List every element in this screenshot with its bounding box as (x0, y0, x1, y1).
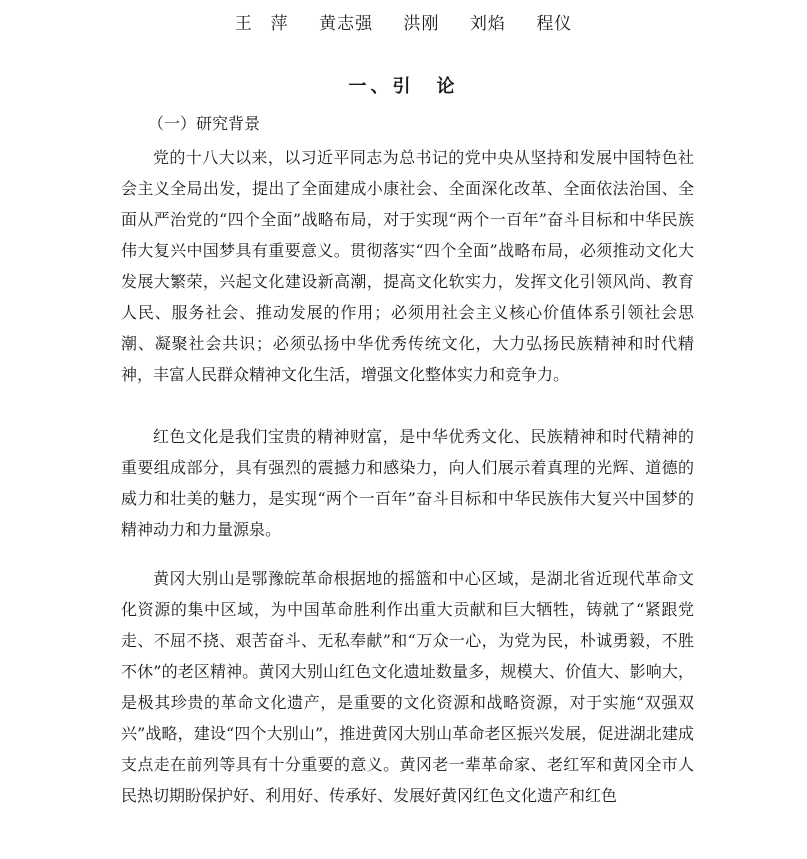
paragraph: 党的十八大以来，以习近平同志为总书记的党中央从坚持和发展中国特色社会主义全局出发，提出了全面建成小康社会、全面深化改革、全面依法治国、全面从严治党的“四个全面”战略布局，对于实现“两个一百年”奋斗目标和中华民族伟大复兴中国梦具有重要意义。贯彻落实“四个全面”战略布局，必须推动文化大发展大繁荣，兴起文化建设新高潮，提高文化软实力，发挥文化引领风尚、教育人民、服务社会、推动发展的作用；必须用社会主义核心价值体系引领社会思潮、凝聚社会共识；必须弘扬中华优秀传统文化，大力弘扬民族精神和时代精神，丰富人民群众精神文化生活，增强文化整体实力和竞争力。 (121, 148, 694, 384)
paragraph: 黄冈大别山是鄂豫皖革命根据地的摇篮和中心区域，是湖北省近现代革命文化资源的集中区域，为中国革命胜利作出重大贡献和巨大牺牲，铸就了“紧跟党走、不屈不挠、艰苦奋斗、无私奉献”和“万众一心，为党为民，朴诚勇毅，不胜不休”的老区精神。黄冈大别山红色文化遗址数量多，规模大、价值大、影响大，是极其珍贵的革命文化遗产，是重要的文化资源和战略资源，对于实施“双强双兴”战略，建设“四个大别山”，推进黄冈大别山革命老区振兴发展，促进湖北建成支点走在前列等具有十分重要的意义。黄冈老一辈革命家、老红军和黄冈全市人民热切期盼保护好、利用好、传承好、发展好黄冈红色文化遗产和红色 (121, 569, 694, 805)
author-name: 程仪 (536, 14, 573, 34)
author-name: 王 萍 (234, 14, 289, 34)
paragraph-block (121, 563, 694, 811)
author-name: 刘焰 (469, 14, 506, 34)
section-heading: 一、引 论 (348, 76, 459, 97)
author-name: 洪刚 (403, 14, 440, 34)
paragraph-block (121, 142, 694, 390)
paragraph: 红色文化是我们宝贵的精神财富，是中华优秀文化、民族精神和时代精神的重要组成部分，具有强烈的震撼力和感染力，向人们展示着真理的光辉、道德的威力和壮美的魅力，是实现“两个一百年”奋斗目标和中华民族伟大复兴中国梦的精神动力和力量源泉。 (121, 427, 694, 539)
subsection-heading: （一）研究背景 (148, 114, 261, 133)
author-list (0, 9, 807, 34)
author-name: 黄志强 (319, 14, 374, 34)
paragraph-block (121, 421, 694, 545)
